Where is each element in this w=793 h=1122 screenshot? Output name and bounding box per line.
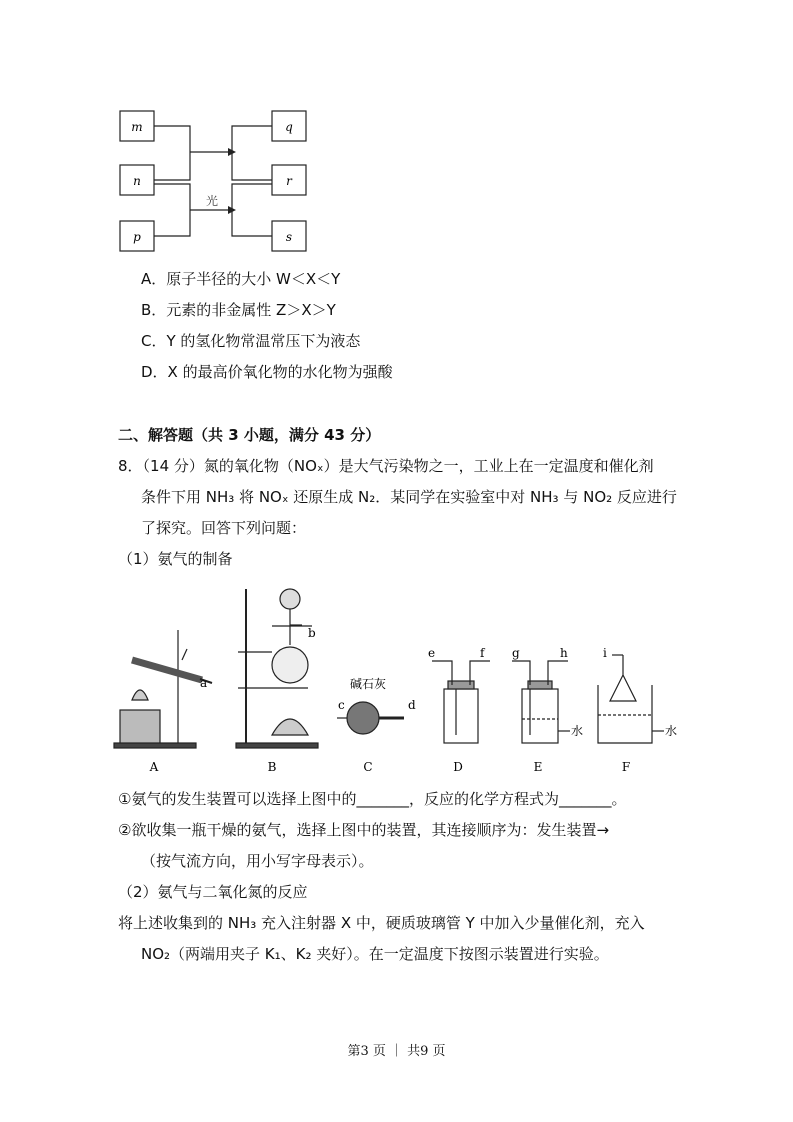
label-b: B bbox=[267, 760, 277, 774]
label-c: C bbox=[363, 760, 373, 774]
q8-line-1: 8．（14 分）氮的氧化物（NOₓ）是大气污染物之一，工业上在一定温度和催化剂 bbox=[118, 457, 654, 475]
q8-part-2: （2）氨气与二氧化氮的反应 bbox=[118, 883, 308, 901]
port-e: e bbox=[428, 646, 436, 660]
choice-a: A．原子半径的大小 W＜X＜Y bbox=[141, 270, 341, 288]
port-b: b bbox=[308, 626, 316, 640]
choice-c: C．Y 的氢化物常温常压下为液态 bbox=[141, 332, 361, 350]
box-p-label: p bbox=[133, 230, 141, 244]
q8-sub-2b: （按气流方向，用小写字母表示）。 bbox=[141, 852, 374, 870]
choice-b: B．元素的非金属性 Z＞X＞Y bbox=[141, 301, 336, 319]
box-n-label: n bbox=[133, 174, 141, 188]
apparatus-figure bbox=[112, 585, 692, 780]
water-label-e: 水 bbox=[571, 724, 584, 738]
apparatus-b bbox=[236, 589, 318, 748]
box-s-label: s bbox=[285, 230, 293, 244]
q8-part-1: （1）氨气的制备 bbox=[118, 550, 233, 568]
apparatus-c bbox=[337, 702, 404, 734]
label-e: E bbox=[533, 760, 543, 774]
box-m-label: m bbox=[131, 120, 143, 134]
port-i: i bbox=[603, 646, 607, 660]
label-f: F bbox=[621, 760, 631, 774]
q8-sub-2a: ②欲收集一瓶干燥的氨气，选择上图中的装置，其连接顺序为：发生装置→ bbox=[118, 821, 610, 839]
label-d: D bbox=[453, 760, 463, 774]
port-h: h bbox=[560, 646, 568, 660]
q8-line-3: 了探究。回答下列问题： bbox=[141, 519, 307, 537]
port-d: d bbox=[408, 698, 416, 712]
section-heading: 二、解答题（共 3 小题，满分 43 分） bbox=[118, 426, 381, 444]
box-q-label: q bbox=[285, 120, 293, 134]
apparatus-f bbox=[598, 655, 664, 743]
soda-lime-label: 碱石灰 bbox=[350, 677, 387, 691]
port-a: a bbox=[200, 676, 208, 690]
apparatus-d bbox=[432, 661, 490, 743]
q8-part-2-line-2: NO₂（两端用夹子 K₁、K₂ 夹好）。在一定温度下按图示装置进行实验。 bbox=[141, 945, 609, 963]
q8-part-2-line-1: 将上述收集到的 NH₃ 充入注射器 X 中，硬质玻璃管 Y 中加入少量催化剂，充入 bbox=[118, 914, 645, 932]
label-a: A bbox=[149, 760, 159, 774]
reaction-diagram bbox=[118, 105, 318, 255]
box-r-label: r bbox=[286, 174, 292, 188]
choice-d: D．X 的最高价氧化物的水化物为强酸 bbox=[141, 363, 393, 381]
port-f: f bbox=[480, 646, 485, 660]
page-footer: 第3 页 ｜ 共9 页 bbox=[347, 1044, 446, 1059]
apparatus-e bbox=[512, 661, 570, 743]
light-label: 光 bbox=[205, 194, 219, 208]
apparatus-a bbox=[114, 630, 212, 748]
q8-line-2: 条件下用 NH₃ 将 NOₓ 还原生成 N₂．某同学在实验室中对 NH₃ 与 NO₂ 反应进行 bbox=[141, 488, 677, 506]
q8-sub-1: ①氨气的发生装置可以选择上图中的_______，反应的化学方程式为_______。 bbox=[118, 790, 627, 808]
water-label-f: 水 bbox=[665, 724, 678, 738]
port-g: g bbox=[512, 646, 520, 660]
port-c: c bbox=[338, 698, 345, 712]
